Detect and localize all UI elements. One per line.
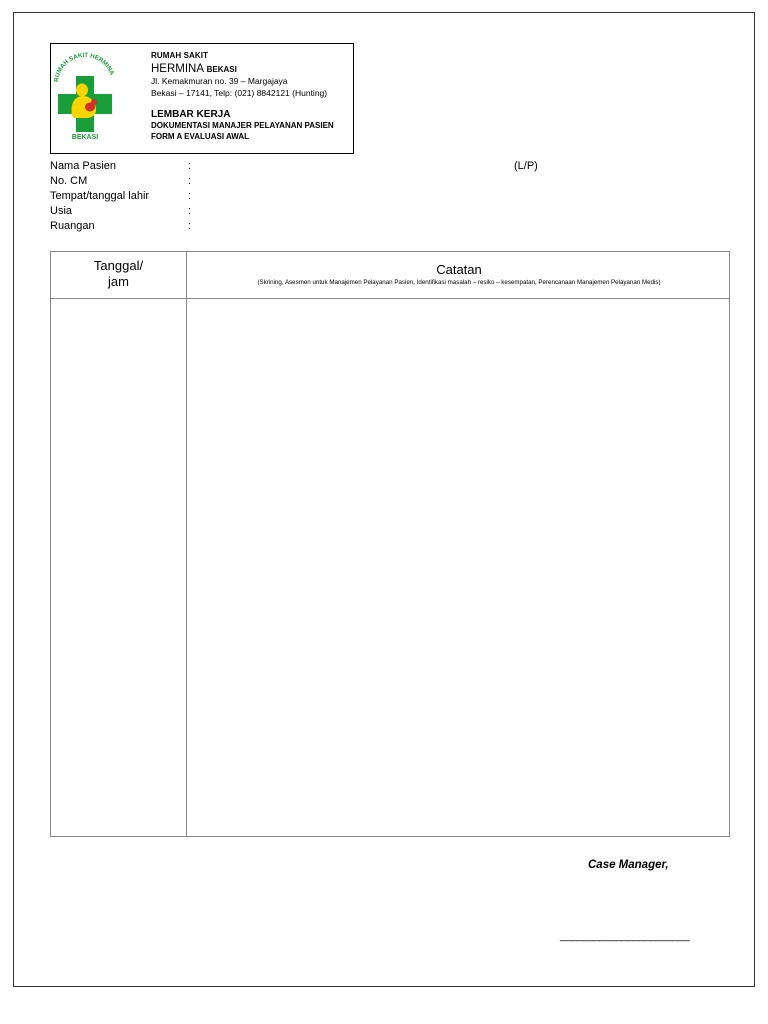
- hospital-name-line: [151, 63, 334, 76]
- column-header-notes-subtitle: (Skrining, Asesmen untuk Manajemen Pelayanan Pasien, Identifikasi masalah – resiko – kesempatan, Perencanaan Manajemen Pelayanan Medis): [257, 279, 661, 286]
- column-header-date: [51, 258, 186, 290]
- document-subtitle-2: FORM A EVALUASI AWAL: [151, 131, 250, 141]
- column-divider: [186, 252, 187, 836]
- logo-city-text: BEKASI: [71, 134, 99, 141]
- address-line-2: Bekasi – 17141, Telp: (021) 8842121 (Hunting): [151, 87, 328, 98]
- logo-ring-text: RUMAH SAKIT HERMINA: [53, 52, 116, 83]
- column-header-date-line1: Tanggal/: [93, 258, 144, 273]
- field-label: Nama Pasien: [50, 160, 117, 172]
- hospital-info: [151, 52, 334, 142]
- column-header-date-line2: jam: [108, 274, 129, 289]
- field-label: No. CM: [50, 175, 88, 187]
- field-colon: :: [188, 190, 192, 202]
- hospital-logo: [52, 52, 118, 142]
- field-label: Tempat/tanggal lahir: [50, 190, 150, 202]
- signature-title: Case Manager,: [588, 859, 669, 871]
- field-colon: :: [188, 205, 192, 217]
- column-header-notes: Catatan: [436, 262, 482, 277]
- document-subtitle-1: DOKUMENTASI MANAJER PELAYANAN PASIEN: [151, 121, 334, 131]
- address-line-1: Jl. Kemakmuran no. 39 – Margajaya: [151, 76, 288, 87]
- hospital-prefix: RUMAH SAKIT: [151, 51, 209, 60]
- hospital-city: BEKASI: [206, 64, 237, 74]
- field-label: Ruangan: [50, 220, 95, 232]
- document-title: LEMBAR KERJA: [151, 109, 231, 121]
- header-divider: [51, 298, 729, 299]
- field-colon: :: [188, 160, 192, 172]
- hospital-name: HERMINA: [151, 62, 204, 75]
- field-colon: :: [188, 175, 192, 187]
- field-label: Usia: [50, 205, 73, 217]
- signature-line[interactable]: _______________________: [560, 930, 690, 942]
- field-colon: :: [188, 220, 192, 232]
- notes-table: [50, 251, 730, 837]
- gender-marker[interactable]: (L/P): [514, 160, 538, 172]
